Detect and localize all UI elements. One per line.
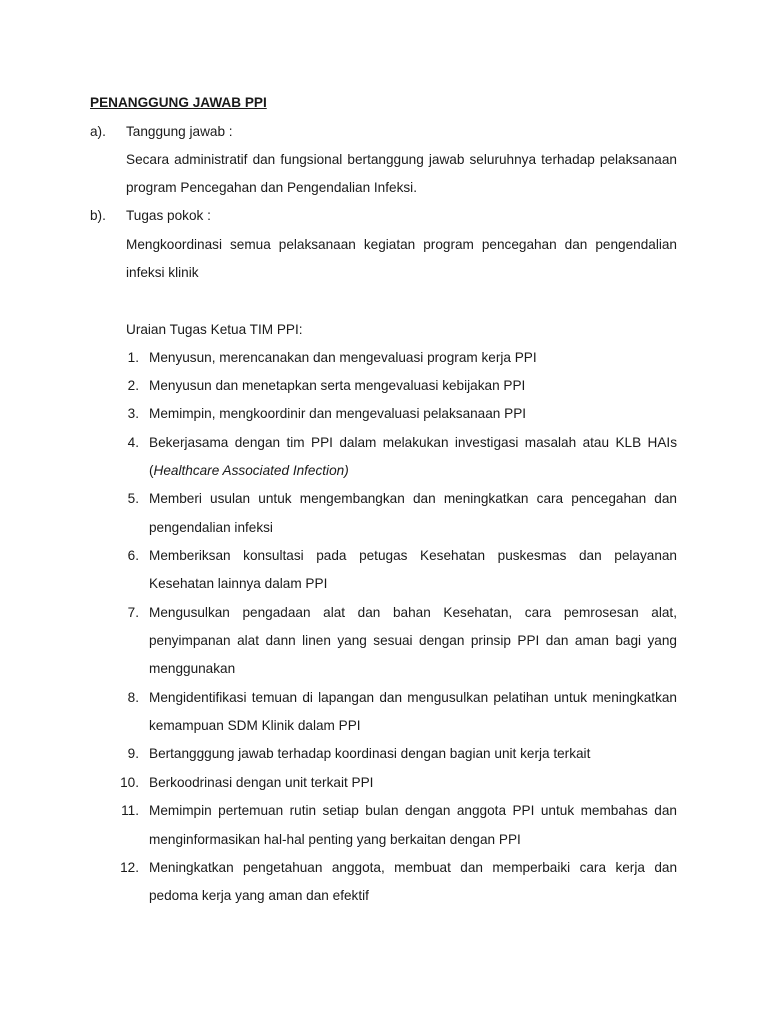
- duty-number: 1.: [127, 350, 139, 365]
- duty-text: Menyusun, merencanakan dan mengevaluasi program kerja PPI: [149, 350, 537, 365]
- duty-number: 6.: [127, 548, 139, 563]
- duty-number: 3.: [127, 406, 139, 421]
- section-b-text-line2: infeksi klinik: [126, 265, 199, 280]
- duty-text: Memimpin, mengkoordinir dan mengevaluasi pelaksanaan PPI: [149, 406, 527, 421]
- duty-text-continuation: Kesehatan lainnya dalam PPI: [149, 576, 328, 591]
- duty-text: Meningkatkan pengetahuan anggota, membuat dan memperbaiki cara kerja dan: [149, 860, 677, 875]
- section-a-text-line2: program Pencegahan dan Pengendalian Infeksi.: [126, 180, 417, 195]
- duty-text-continuation: menggunakan: [149, 661, 236, 676]
- duty-number: 9.: [127, 746, 139, 761]
- duty-number: 8.: [127, 690, 139, 705]
- duty-text-continuation: pedoma kerja yang aman dan efektif: [149, 888, 369, 903]
- duty-number: 2.: [127, 378, 139, 393]
- section-a-heading: Tanggung jawab :: [126, 124, 233, 139]
- duty-number: 11.: [121, 803, 139, 818]
- duties-heading: Uraian Tugas Ketua TIM PPI:: [126, 322, 303, 337]
- duty-number: 10.: [120, 775, 139, 790]
- duty-text: Mengidentifikasi temuan di lapangan dan mengusulkan pelatihan untuk meningkatkan: [149, 690, 677, 705]
- duty-text: Mengusulkan pengadaan alat dan bahan Kesehatan, cara pemrosesan alat,: [149, 605, 677, 620]
- section-a-label: a).: [90, 124, 106, 139]
- open-paren: (: [149, 463, 154, 478]
- duty-number: 12.: [120, 860, 139, 875]
- duty-number: 4.: [127, 435, 139, 450]
- duty-text: Memberiksan konsultasi pada petugas Kesehatan puskesmas dan pelayanan: [149, 548, 677, 563]
- duty-italic-text: Healthcare Associated Infection): [153, 463, 349, 478]
- page-title: PENANGGUNG JAWAB PPI: [90, 95, 267, 110]
- duty-text: Memimpin pertemuan rutin setiap bulan dengan anggota PPI untuk membahas dan: [149, 803, 677, 818]
- duty-text: Memberi usulan untuk mengembangkan dan meningkatkan cara pencegahan dan: [149, 491, 677, 506]
- duty-text-continuation: [149, 462, 349, 480]
- duty-text-continuation: menginformasikan hal-hal penting yang berkaitan dengan PPI: [149, 832, 521, 847]
- duty-text: Bekerjasama dengan tim PPI dalam melakukan investigasi masalah atau KLB HAIs: [149, 435, 677, 450]
- duty-text-continuation: pengendalian infeksi: [149, 520, 273, 535]
- duty-text-continuation: penyimpanan alat dann linen yang sesuai dengan prinsip PPI dan aman bagi yang: [149, 633, 677, 648]
- duty-text: Bertangggung jawab terhadap koordinasi dengan bagian unit kerja terkait: [149, 746, 591, 761]
- section-a-text-line1: Secara administratif dan fungsional bertanggung jawab seluruhnya terhadap pelaksanaan: [126, 152, 677, 167]
- section-b-text-line1: Mengkoordinasi semua pelaksanaan kegiatan program pencegahan dan pengendalian: [126, 237, 677, 252]
- duty-text-continuation: kemampuan SDM Klinik dalam PPI: [149, 718, 361, 733]
- duty-number: 7.: [127, 605, 139, 620]
- duty-text: Menyusun dan menetapkan serta mengevaluasi kebijakan PPI: [149, 378, 526, 393]
- section-b-label: b).: [90, 208, 106, 223]
- duty-number: 5.: [127, 491, 139, 506]
- section-b-heading: Tugas pokok :: [126, 208, 211, 223]
- duty-text: Berkoodrinasi dengan unit terkait PPI: [149, 775, 374, 790]
